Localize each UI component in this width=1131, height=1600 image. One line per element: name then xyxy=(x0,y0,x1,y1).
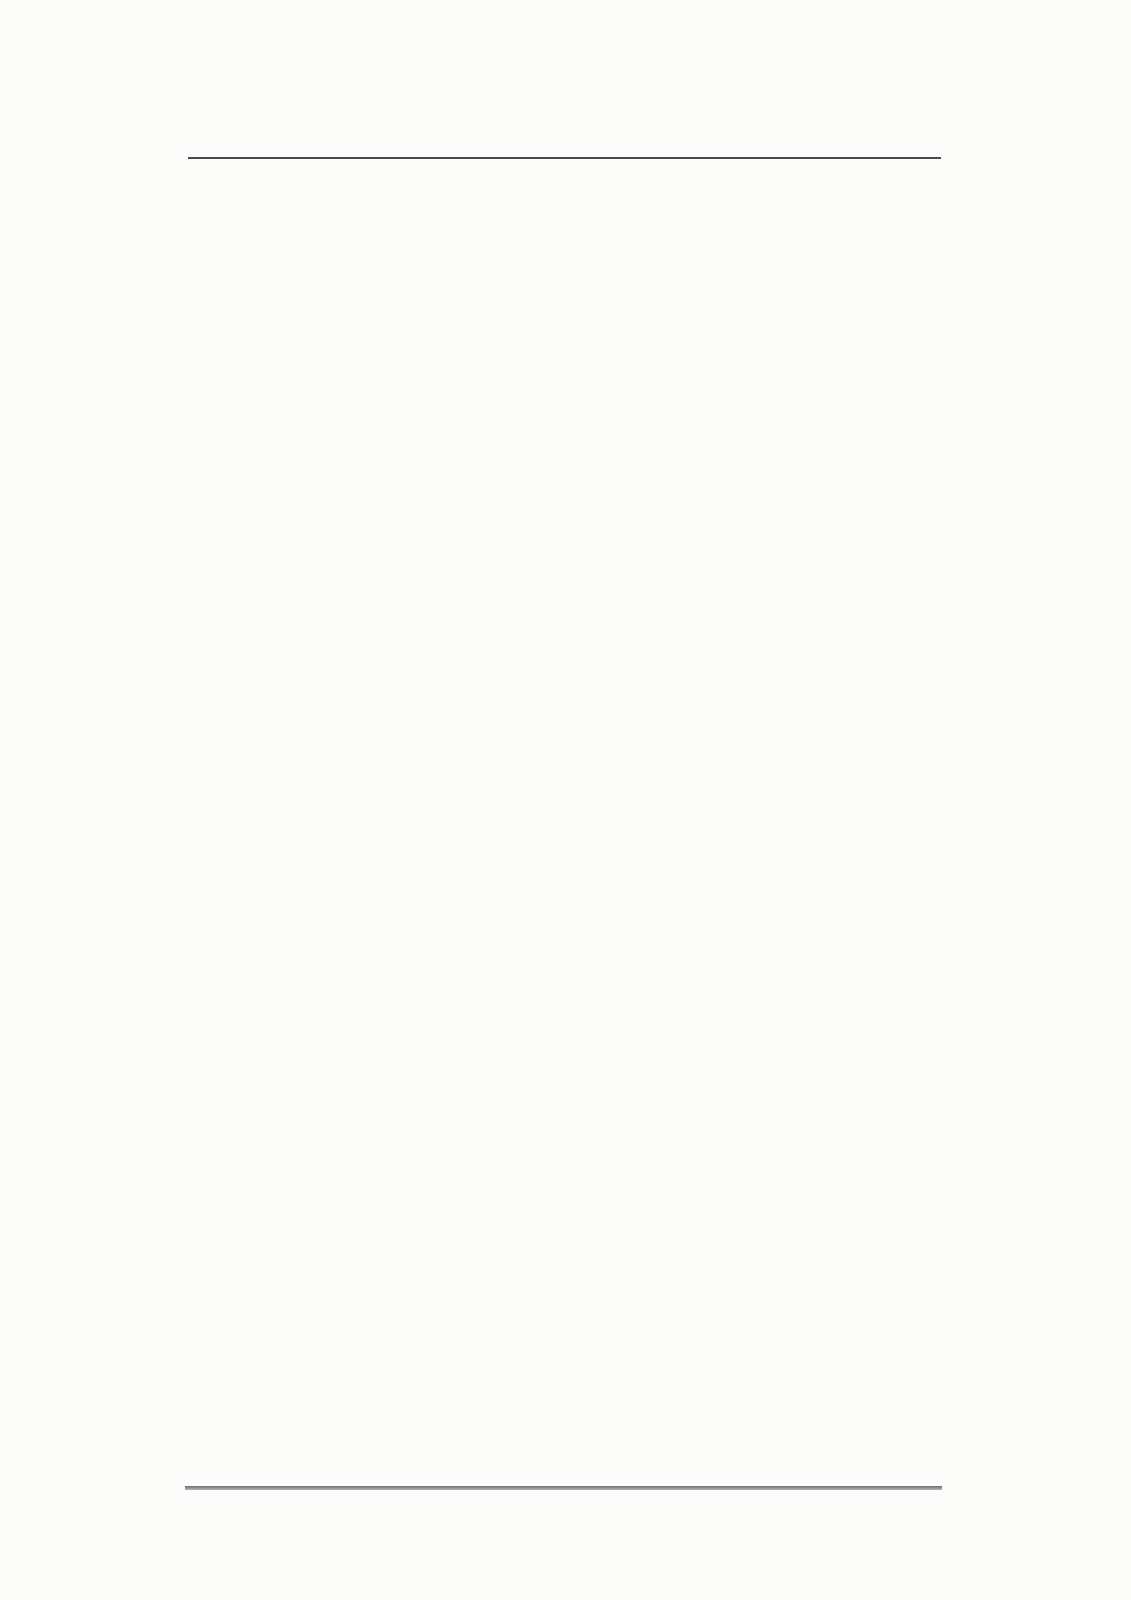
header-rule xyxy=(188,157,941,159)
org-chart xyxy=(185,1068,945,1446)
footer-rule xyxy=(185,1486,942,1490)
report-body xyxy=(196,179,941,199)
